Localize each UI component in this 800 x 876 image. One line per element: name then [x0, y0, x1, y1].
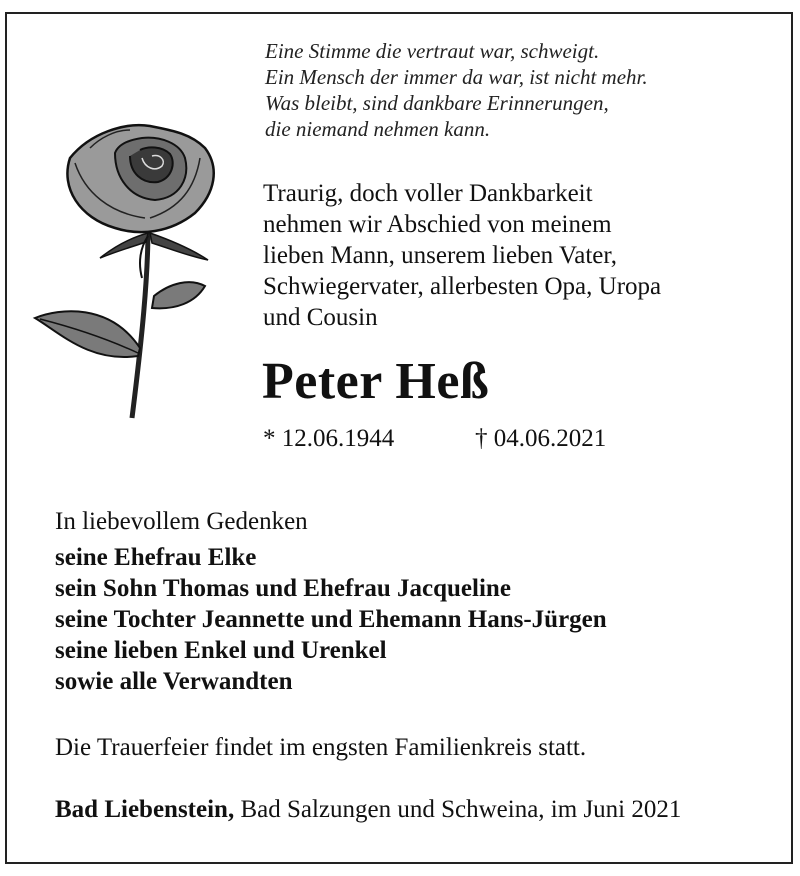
poem-line: Eine Stimme die vertraut war, schweigt. — [265, 39, 600, 63]
mourner-line: seine Tochter Jeannette und Ehemann Hans-Jürgen — [55, 606, 607, 633]
mourner-line: sein Sohn Thomas und Ehefrau Jacqueline — [55, 575, 511, 602]
poem-line: Ein Mensch der immer da war, ist nicht mehr. — [265, 65, 648, 89]
mourners-list — [55, 542, 607, 697]
mourner-line: sowie alle Verwandten — [55, 668, 293, 695]
intro-line: und Cousin — [263, 304, 378, 331]
death-date: † 04.06.2021 — [475, 425, 607, 452]
mourner-line: seine lieben Enkel und Urenkel — [55, 637, 387, 664]
memory-heading: In liebevollem Gedenken — [55, 508, 308, 535]
rose-illustration — [30, 118, 230, 428]
poem-line: Was bleibt, sind dankbare Erinnerungen, — [265, 91, 609, 115]
intro-text — [263, 178, 661, 333]
intro-line: lieben Mann, unserem lieben Vater, — [263, 242, 617, 269]
life-dates — [263, 424, 606, 454]
place-rest: Bad Salzungen und Schweina, im Juni 2021 — [234, 796, 682, 823]
intro-line: Traurig, doch voller Dankbarkeit — [263, 180, 593, 207]
intro-line: nehmen wir Abschied von meinem — [263, 211, 612, 238]
place-bold: Bad Liebenstein, — [55, 796, 235, 823]
place-date-line — [55, 795, 681, 825]
mourner-line: seine Ehefrau Elke — [55, 544, 257, 571]
deceased-name: Peter Heß — [262, 353, 490, 410]
poem — [265, 38, 648, 142]
birth-date: * 12.06.1944 — [263, 425, 395, 452]
ceremony-note: Die Trauerfeier findet im engsten Familienkreis statt. — [55, 734, 587, 761]
intro-line: Schwiegervater, allerbesten Opa, Uropa — [263, 273, 662, 300]
poem-line: die niemand nehmen kann. — [265, 117, 491, 141]
